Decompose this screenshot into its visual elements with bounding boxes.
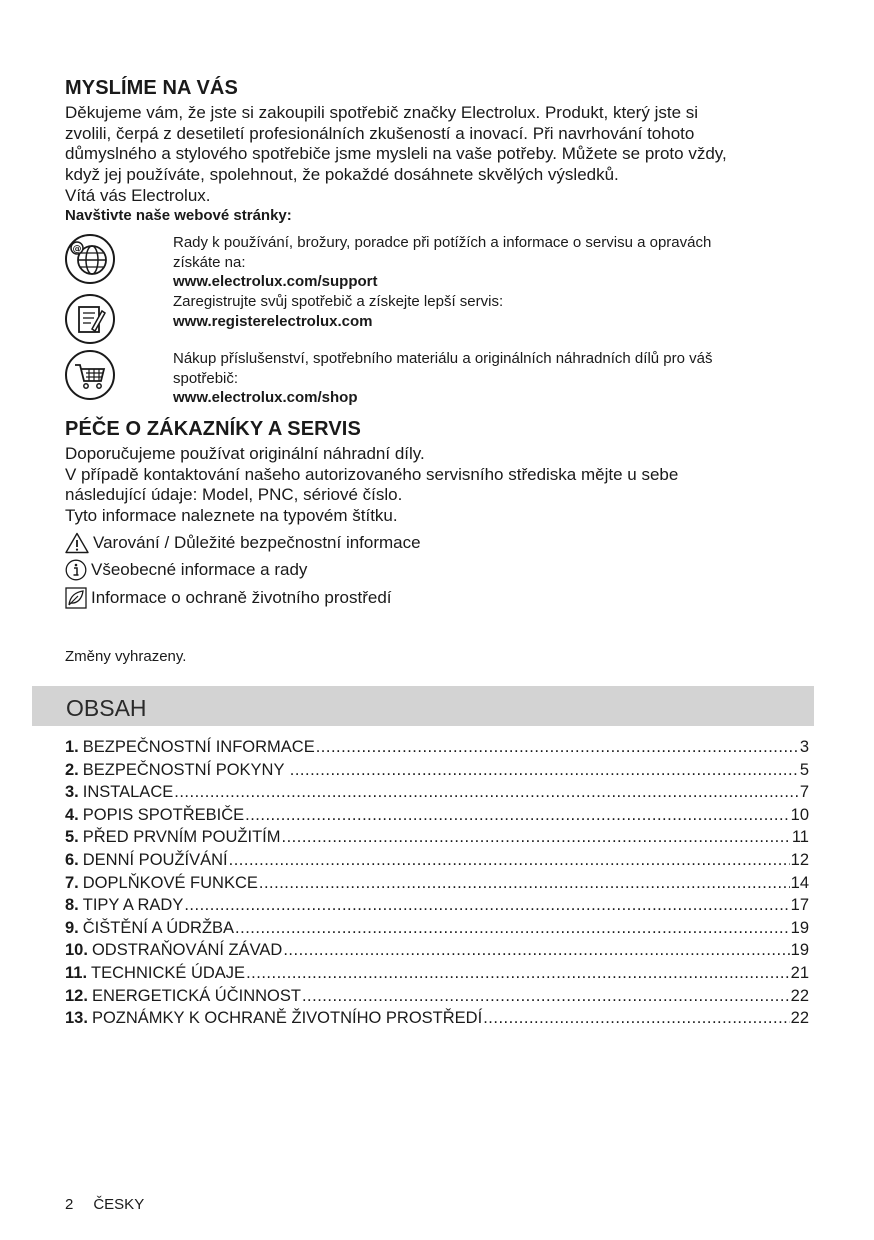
symbol-info <box>65 558 307 582</box>
toc-dot-leader <box>246 964 790 983</box>
toc-dot-leader <box>283 941 789 960</box>
toc-item-page: 22 <box>790 986 809 1005</box>
intro-line: Děkujeme vám, že jste si zakoupili spotřebič značky Electrolux. Produkt, který jste si <box>65 103 699 122</box>
shopping-cart-icon <box>64 349 116 401</box>
toc-item-label: POPIS SPOTŘEBIČE <box>82 805 245 824</box>
toc-item-label: BEZPEČNOSTNÍ INFORMACE <box>82 738 315 756</box>
toc-item-page: 14 <box>790 873 809 892</box>
toc-item[interactable] <box>65 941 809 964</box>
toc-item[interactable] <box>65 828 809 851</box>
toc-dot-leader <box>259 874 790 893</box>
register-url-link[interactable]: www.registerelectrolux.com <box>173 312 373 330</box>
toc-dot-leader <box>290 761 799 780</box>
toc-item-label: DENNÍ POUŽÍVÁNÍ <box>82 850 228 869</box>
toc-item[interactable] <box>65 738 809 761</box>
toc-item[interactable] <box>65 851 809 874</box>
care-line: Doporučujeme používat originální náhradní díly. <box>65 444 425 463</box>
web-link-text: spotřebič: <box>173 369 239 387</box>
care-paragraph <box>65 444 825 527</box>
toc-item[interactable] <box>65 919 809 942</box>
toc-item-label: ODSTRAŇOVÁNÍ ZÁVAD <box>91 941 283 960</box>
web-link-text: Nákup příslušenství, spotřebního materiálu a originálních náhradních dílů pro váš <box>173 350 713 367</box>
toc-item-number: 10. <box>65 941 88 960</box>
toc-item-number: 2. <box>65 760 79 779</box>
toc-item-number: 4. <box>65 805 79 824</box>
toc-item-number: 5. <box>65 828 79 847</box>
web-link-text: získáte na: <box>173 253 246 271</box>
symbol-environment <box>65 586 392 610</box>
support-url-link[interactable]: www.electrolux.com/support <box>173 273 378 290</box>
web-link-support <box>173 233 793 292</box>
toc-item-number: 11. <box>65 963 88 982</box>
toc-item[interactable] <box>65 806 809 829</box>
toc-dot-leader <box>184 896 789 915</box>
intro-line: zvolili, čerpá z desetiletí profesionálních zkušeností a inovací. Při navrhování tohoto <box>65 123 695 143</box>
toc-item-label: PŘED PRVNÍM POUŽITÍM <box>82 828 281 847</box>
toc-item-number: 3. <box>65 783 79 802</box>
care-line: Tyto informace naleznete na typovém štítku. <box>65 506 398 526</box>
warning-triangle-icon <box>65 532 89 554</box>
toc-dot-leader <box>245 806 790 825</box>
toc-item-label: POZNÁMKY K OCHRANĚ ŽIVOTNÍHO PROSTŘEDÍ <box>91 1009 483 1028</box>
toc-item-label: TECHNICKÉ ÚDAJE <box>91 963 246 982</box>
toc-item-page: 19 <box>790 918 809 937</box>
toc-item-label: TIPY A RADY <box>82 896 184 915</box>
globe-icon <box>64 233 116 285</box>
svg-text:@: @ <box>72 244 82 255</box>
toc-item-page: 19 <box>790 941 809 960</box>
toc-item-label: INSTALACE <box>82 783 174 802</box>
toc-dot-leader <box>174 783 799 802</box>
toc-item-number: 13. <box>65 1009 88 1028</box>
toc-item-number: 1. <box>65 738 79 756</box>
toc-item[interactable] <box>65 964 809 987</box>
intro-paragraph <box>65 103 825 207</box>
toc-item-number: 9. <box>65 918 79 937</box>
intro-line: když jej používáte, spolehnout, že pokaždé dosáhnete skvělých výsledků. <box>65 165 619 185</box>
web-link-text: Zaregistrujte svůj spotřebič a získejte lepší servis: <box>173 293 504 310</box>
intro-line: důmyslného a stylového spotřebiče jsme mysleli na vaše potřeby. Můžete se proto vždy, <box>65 144 727 164</box>
toc-item-page: 7 <box>799 783 809 802</box>
toc-item[interactable] <box>65 783 809 806</box>
toc-item-page: 5 <box>799 760 809 779</box>
changes-note: Změny vyhrazeny. <box>65 648 187 665</box>
visit-label: Navštivte naše webové stránky: <box>65 207 292 224</box>
toc-item-label: ENERGETICKÁ ÚČINNOST <box>91 986 301 1005</box>
toc-dot-leader <box>302 987 790 1006</box>
toc-item-page: 17 <box>790 896 809 915</box>
toc-dot-leader <box>281 828 790 847</box>
web-link-shop <box>173 349 793 408</box>
toc-item-number: 12. <box>65 986 88 1005</box>
toc-item-number: 6. <box>65 850 79 869</box>
toc-title: OBSAH <box>66 695 147 721</box>
page-footer <box>65 1196 144 1213</box>
toc-dot-leader <box>316 738 799 757</box>
care-line: následující údaje: Model, PNC, sériové číslo. <box>65 485 403 505</box>
leaf-icon <box>65 587 87 609</box>
toc-dot-leader <box>483 1009 789 1028</box>
toc-item-page: 22 <box>790 1009 809 1028</box>
toc-item[interactable] <box>65 896 809 919</box>
toc-header-bar <box>32 686 814 726</box>
symbol-label: Varování / Důležité bezpečnostní informace <box>93 533 421 552</box>
register-form-icon <box>64 293 116 345</box>
toc-item-label: ČIŠTĚNÍ A ÚDRŽBA <box>82 918 235 937</box>
care-line: V případě kontaktování našeho autorizovaného servisního střediska mějte u sebe <box>65 464 679 484</box>
symbol-warning <box>65 531 421 555</box>
care-heading: PÉČE O ZÁKAZNÍKY A SERVIS <box>65 418 361 440</box>
intro-line: Vítá vás Electrolux. <box>65 185 211 205</box>
toc-item-number: 7. <box>65 873 79 892</box>
symbol-label: Informace o ochraně životního prostředí <box>91 588 392 607</box>
intro-heading: MYSLÍME NA VÁS <box>65 77 238 99</box>
info-icon <box>65 559 87 581</box>
toc-item-page: 12 <box>790 850 809 869</box>
toc-item-page: 10 <box>790 805 809 824</box>
table-of-contents <box>65 738 809 1032</box>
toc-item-page: 11 <box>791 828 809 847</box>
toc-item[interactable] <box>65 874 809 897</box>
page-number: 2 <box>65 1196 74 1213</box>
toc-dot-leader <box>229 851 790 870</box>
toc-dot-leader <box>235 919 790 938</box>
toc-item-label: DOPLŇKOVÉ FUNKCE <box>82 873 258 892</box>
toc-item-number: 8. <box>65 896 79 915</box>
web-link-register <box>173 292 793 331</box>
toc-item[interactable] <box>65 987 809 1010</box>
symbol-label: Všeobecné informace a rady <box>91 560 308 579</box>
toc-item[interactable] <box>65 761 809 784</box>
shop-url-link[interactable]: www.electrolux.com/shop <box>173 389 358 406</box>
web-link-text: Rady k používání, brožury, poradce při potížích a informace o servisu a opravách <box>173 234 712 251</box>
toc-item-page: 3 <box>799 738 809 756</box>
toc-item[interactable] <box>65 1009 809 1032</box>
footer-language: ČESKY <box>93 1196 145 1213</box>
toc-item-page: 21 <box>790 963 809 982</box>
toc-item-label: BEZPEČNOSTNÍ POKYNY <box>82 760 289 779</box>
